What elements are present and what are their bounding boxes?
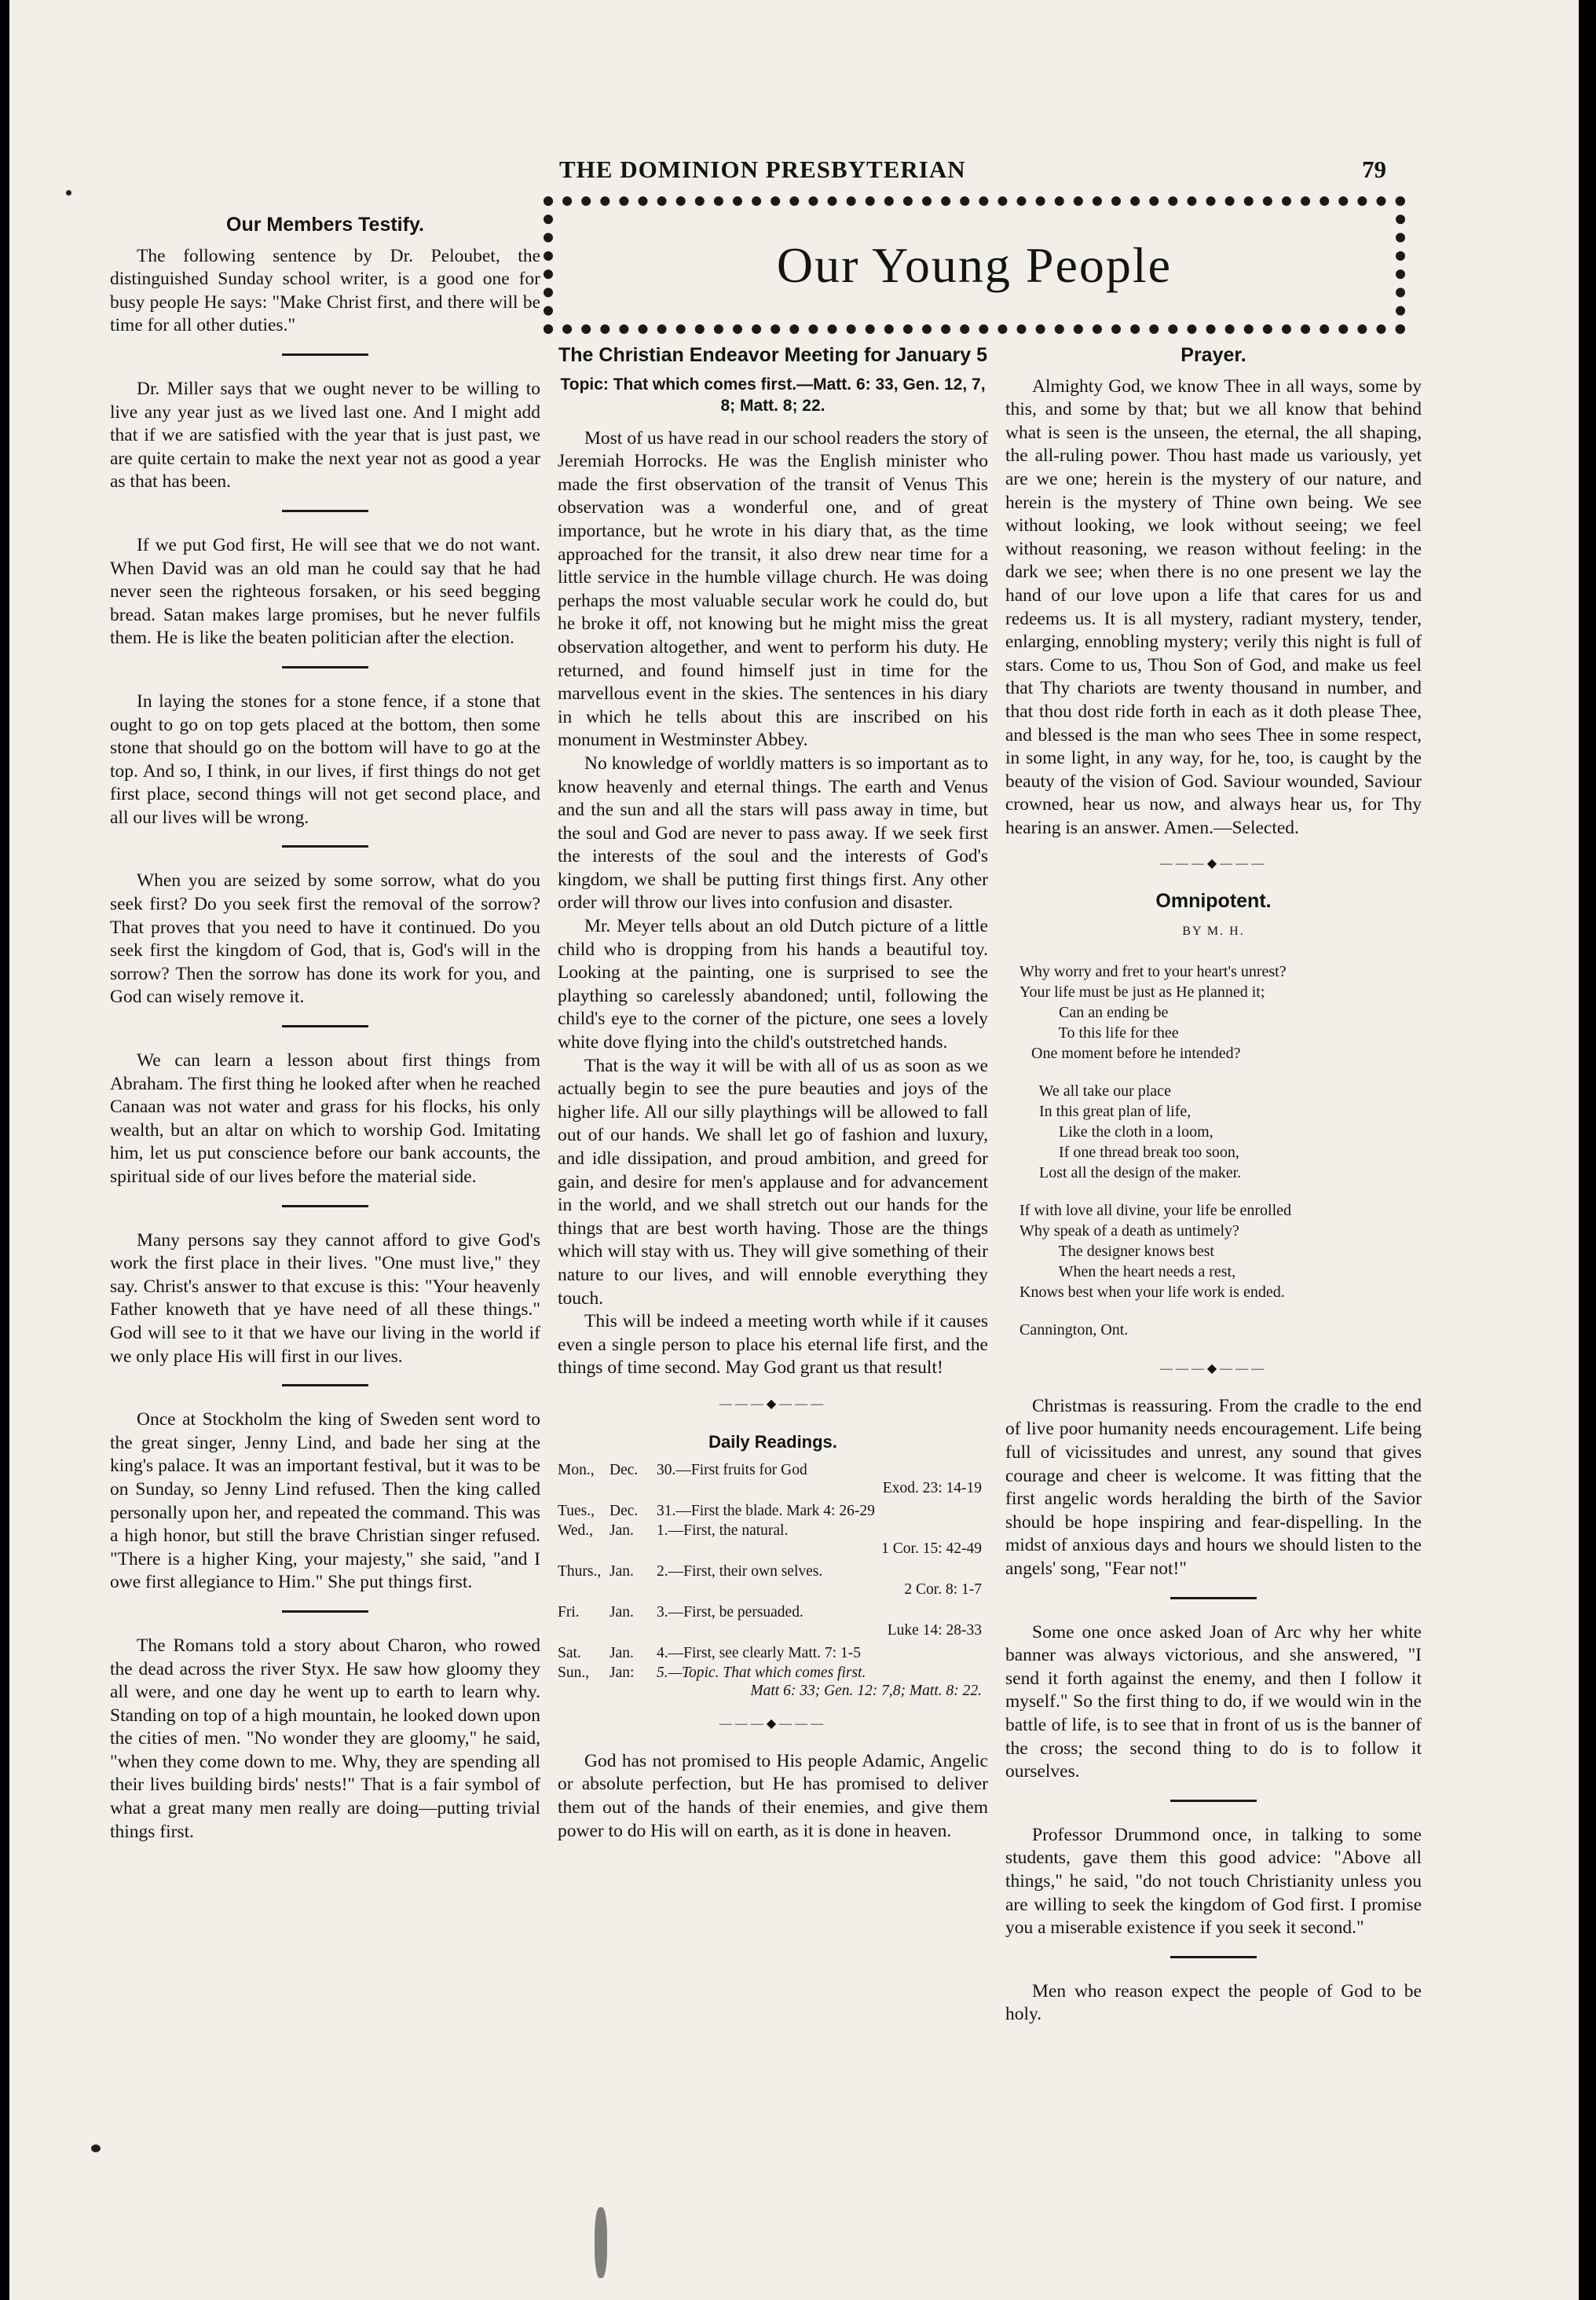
reading-text: 2.—First, their own selves. — [657, 1563, 823, 1580]
right-column — [1005, 344, 1422, 2027]
reading-text: 31.—First the blade. Mark 4: 26-29 — [657, 1503, 875, 1520]
poem-stanza — [1005, 961, 1422, 1064]
separator-rule — [1170, 1800, 1257, 1802]
poem-line: Why worry and fret to your heart's unrest? — [1019, 963, 1287, 981]
reading-month: Jan. — [609, 1522, 634, 1540]
poem-line: If with love all divine, your life be enrolled — [1019, 1202, 1292, 1220]
poem-line: Your life must be just as He planned it; — [1019, 983, 1265, 1002]
poem-line: When the heart needs a rest, — [1019, 1263, 1236, 1281]
section-banner — [544, 196, 1405, 334]
reading-ref: Matt 6: 33; Gen. 12: 7,8; Matt. 8: 22. — [750, 1683, 982, 1700]
poem-line: We all take our place — [1019, 1082, 1171, 1101]
middle-paragraph: Mr. Meyer tells about an old Dutch picture of a little child who is dropping from his hands a beautiful toy. Looking at the painting, one is surprised to see the plaything so carelessly abandoned; until, following the child's eye to the corner of the picture, one sees a lovely white dove flying into the child's outstretched hands. — [558, 916, 988, 1053]
reading-month: Jan. — [609, 1645, 634, 1662]
middle-closing: God has not promised to His people Adamic, Angelic or absolute perfection, but He has promised to deliver them out of the hands of their enemies, and give them power to do His will on earth, as it is done in heaven. — [558, 1750, 988, 1841]
left-paragraph: In laying the stones for a stone fence, if a stone that ought to go on top gets placed at the bottom, then some stone that should go on the bottom will have to go at the top. And so, I think, in our lives, if first things do not get first place, second things will not get second place, and all our lives will be wrong. — [110, 690, 540, 828]
middle-paragraph: Most of us have read in our school readers the story of Jeremiah Horrocks. He was the English minister who made the first observation of the transit of Venus This observation was a wonderful one, and of great importance, but he wrote in his diary that, as the time approached for the transit, it also drew near time for a little service in the humble village church. He was doing perhaps the most valuable secular work he could do, but he broke it off, not knowing but he might miss the great observation altogether, and went to perform his duty. He returned, and found himself just in time for the marvellous event in the skies. The sentences in his diary in which he tells about this are inscribed on his monument in Westminster Abbey. — [558, 427, 988, 751]
reading-ref: Exod. 23: 14-19 — [882, 1480, 982, 1497]
separator-rule — [282, 666, 368, 668]
reading-text: 1.—First, the natural. — [657, 1522, 789, 1540]
reading-day: Thurs., — [558, 1563, 602, 1580]
reading-month: Jan. — [609, 1563, 634, 1580]
daily-readings-heading: Daily Readings. — [708, 1431, 837, 1452]
right-paragraph: Christmas is reassuring. From the cradle to the end of live poor humanity needs encouragement. Life being full of vicissitudes and unrest, any sound that gives courage and cheer is welcome. It was fitting that the first angelic words heralding the birth of the Savior should be hope inspiring and fear-dispelling. In the midst of anxious days and hours we should listen to the angels' song, "Fear not!" — [1005, 1395, 1422, 1579]
prayer-text: Almighty God, we know Thee in all ways, some by this, and some by that; but we all know that behind what is seen is the unseen, the eternal, the all shaping, the all-ruling power. Thou hast made us variously, yet are we one; herein is the mystery of our nature, and herein is the mystery of Thine own being. We see without looking, we look without seeing; we feel without reasoning, we reason without feeling: in the dark we see; when there is no one present we lay the hand of our love upon a life that cares for us and redeems us. It is all mystery, radiant mystery, tender, enlarging, ennobling mystery; verily this night is full of stars. Come to us, Thou Son of God, and make us feel that Thy chariots are twenty thousand in number, and that thou dost ride forth in each as it doth please Thee, and blessed is the man who sees Thee in some respect, in some light, in any way, for he, too, is caught by the beauty of the vision of God. Saviour wounded, Saviour crowned, hear us now, and always hear us, for Thy hearing is an answer. Amen.—Selected. — [1005, 375, 1422, 838]
middle-column — [558, 344, 988, 1843]
poem-heading: Omnipotent. — [1155, 890, 1272, 913]
reading-month: Jan: — [609, 1665, 635, 1682]
poem-line: Lost all the design of the maker. — [1019, 1164, 1242, 1182]
reading-entry — [558, 1502, 988, 1520]
middle-paragraph: No knowledge of worldly matters is so important as to know heavenly and eternal things. The earth and Venus and the sun and all the stars will pass away in time, but the soul and God are never to pass away. If we seek first the interests of the soul and the interests of God's kingdom, we shall be putting first things first. Any other order will throw our lives into confusion and disaster. — [558, 753, 988, 914]
left-paragraph: The following sentence by Dr. Peloubet, the distinguished Sunday school writer, is a good one for busy people He says: "Make Christ first, and there will be time for all other duties." — [110, 245, 540, 336]
reading-text: 5.—Topic. That which comes first. — [657, 1665, 866, 1682]
reading-month: Dec. — [609, 1462, 639, 1479]
reading-entry — [558, 1664, 988, 1700]
poem-line: In this great plan of life, — [1019, 1103, 1192, 1121]
daily-readings-list — [558, 1461, 988, 1700]
banner-title: Our Young People — [776, 236, 1173, 293]
ornament-divider: ———◆——— — [1159, 1362, 1268, 1376]
reading-day: Mon., — [558, 1462, 595, 1479]
left-paragraph: Many persons say they cannot afford to give God's work the first place in their lives. "One must live," they say. Christ's answer to that excuse is this: "Your heavenly Father knoweth that ye have need of all these things." God will see to it that we have our living in the world if we only place His will first in our lives. — [110, 1229, 540, 1367]
poem-place: Cannington, Ont. — [1019, 1321, 1129, 1339]
reading-day: Sun., — [558, 1665, 590, 1682]
poem-line: One moment before he intended? — [1019, 1045, 1241, 1063]
ink-smudge — [66, 190, 71, 196]
ornament-divider: ———◆——— — [1159, 857, 1268, 871]
separator-rule — [282, 1384, 368, 1386]
separator-rule — [1170, 1597, 1257, 1599]
meeting-topic: Topic: That which comes first.—Matt. 6: 33, Gen. 12, 7, 8; Matt. 8; 22. — [560, 375, 986, 415]
reading-day: Sat. — [558, 1645, 581, 1662]
separator-rule — [282, 1025, 368, 1027]
poem-line: Can an ending be — [1019, 1004, 1169, 1022]
middle-heading: The Christian Endeavor Meeting for January 5 — [558, 344, 987, 366]
poem-line: Why speak of a death as untimely? — [1019, 1222, 1239, 1240]
prayer-heading: Prayer. — [1181, 344, 1246, 366]
poem-stanza — [1005, 1200, 1422, 1302]
reading-day: Fri. — [558, 1604, 580, 1621]
left-paragraph: Once at Stockholm the king of Sweden sent word to the great singer, Jenny Lind, and bade her sing at the king's palace. It was an important festival, but it was to be on Sunday, so Jenny Lind refused. Then the king called personally upon her, and repeated the command. This was a high honor, but still the brave Christian singer refused. "There is a higher King, your majesty," she said, "and I owe first allegiance to Him." She put things first. — [110, 1409, 540, 1593]
poem-byline: BY M. H. — [1182, 924, 1245, 938]
reading-entry — [558, 1644, 988, 1662]
poem-line: The designer knows best — [1019, 1243, 1214, 1261]
reading-month: Jan. — [609, 1604, 634, 1621]
right-paragraph: Men who reason expect the people of God to be holy. — [1005, 1980, 1422, 2025]
separator-rule — [282, 510, 368, 512]
reading-day: Tues., — [558, 1503, 595, 1520]
reading-day: Wed., — [558, 1522, 593, 1540]
right-paragraph: Some one once asked Joan of Arc why her white banner was always victorious, and she answered, "I send it forth against the enemy, and then I follow it myself." So the first thing to do, if we would win in the battle of life, is to see that in front of us is the banner of the cross; the second thing to do is to follow it ourselves. — [1005, 1621, 1422, 1782]
ornament-divider: ———◆——— — [719, 1717, 827, 1731]
separator-rule — [282, 353, 368, 356]
left-heading: Our Members Testify. — [226, 214, 424, 236]
reading-entry — [558, 1522, 988, 1558]
poem-line: To this life for thee — [1019, 1024, 1179, 1042]
ornament-divider: ———◆——— — [719, 1397, 827, 1411]
poem-stanza — [1005, 1081, 1422, 1183]
reading-ref: Luke 14: 28-33 — [887, 1622, 982, 1639]
reading-text: 30.—First fruits for God — [657, 1462, 807, 1479]
separator-rule — [282, 1205, 368, 1207]
poem-line: Knows best when your life work is ended. — [1019, 1284, 1285, 1302]
page-number: 79 — [1362, 156, 1386, 183]
left-paragraph: We can learn a lesson about first things from Abraham. The first thing he looked after when he reached Canaan was not water and grass for his flocks, his only wealth, but an altar on which to worship God. Imitating him, let us put conscience before our bank accounts, the spiritual side of our lives before the material side. — [110, 1050, 540, 1187]
poem-line: If one thread break too soon, — [1019, 1144, 1239, 1162]
left-column — [110, 214, 540, 1844]
middle-paragraph: This will be indeed a meeting worth while if it causes even a single person to place his eternal life first, and the things of time second. May God grant us that result! — [558, 1311, 988, 1379]
reading-month: Dec. — [609, 1503, 639, 1520]
right-paragraph: Professor Drummond once, in talking to some students, gave them this good advice: "Above all things," he said, "do not touch Christianity unless you are willing to seek the kingdom of God first. I promise you a miserable existence if you seek it second." — [1005, 1824, 1422, 1939]
masthead: THE DOMINION PRESBYTERIAN — [559, 156, 966, 183]
ink-smudge — [91, 2144, 101, 2152]
ink-smudge — [595, 2207, 607, 2278]
left-paragraph: If we put God first, He will see that we do not want. When David was an old man he could say that he had never seen the righteous forsaken, or his seed begging bread. Satan makes large promises, but he never fulfils them. He is like the beaten politician after the election. — [110, 534, 540, 649]
reading-entry — [558, 1461, 988, 1497]
newspaper-page — [9, 0, 1579, 2300]
left-paragraph: The Romans told a story about Charon, who rowed the dead across the river Styx. He saw how gloomy they all were, and one day he went up to earth to learn why. Standing on top of a high mountain, he looked down upon the cities of men. "No wonder they are gloomy," he said, "when they come down to me. Why, they are spending all their lives building birds' nests!" That is a fair symbol of what a great many men really are doing—putting trivial things first. — [110, 1635, 540, 1842]
reading-text: 3.—First, be persuaded. — [657, 1604, 803, 1621]
separator-rule — [1170, 1956, 1257, 1958]
left-paragraph: When you are seized by some sorrow, what do you seek first? Do you seek first the removal of the sorrow? That proves that you need to have it continued. Do you seek first the kingdom of God, that is, God's will in the sorrow? Then the sorrow has done its work for you, and God can wisely remove it. — [110, 870, 540, 1008]
reading-entry — [558, 1603, 988, 1639]
left-paragraph: Dr. Miller says that we ought never to be willing to live any year just as we lived last one. And I might add that if we are satisfied with the year that is just past, we are quite certain to make the next year not as good a year as that has been. — [110, 378, 540, 493]
middle-paragraph: That is the way it will be with all of us as soon as we actually begin to see the pure beauties and joys of the higher life. All our silly playthings will be allowed to fall out of our hands. We shall let go of fashion and luxury, and idle dissipation, and proud ambition, and greed for gain, and desire for men's applause and for advancement in the world, and we shall stretch out our hands for the things that are best worth having. Those are the things which will stay with us. They will give something of their nature to our lives, and will ennoble everything they touch. — [558, 1055, 988, 1309]
reading-ref: 1 Cor. 15: 42-49 — [881, 1540, 982, 1558]
reading-ref: 2 Cor. 8: 1-7 — [904, 1581, 982, 1599]
poem-line: Like the cloth in a loom, — [1019, 1123, 1213, 1141]
separator-rule — [282, 1610, 368, 1613]
separator-rule — [282, 845, 368, 848]
reading-entry — [558, 1562, 988, 1599]
reading-text: 4.—First, see clearly Matt. 7: 1-5 — [657, 1645, 861, 1662]
